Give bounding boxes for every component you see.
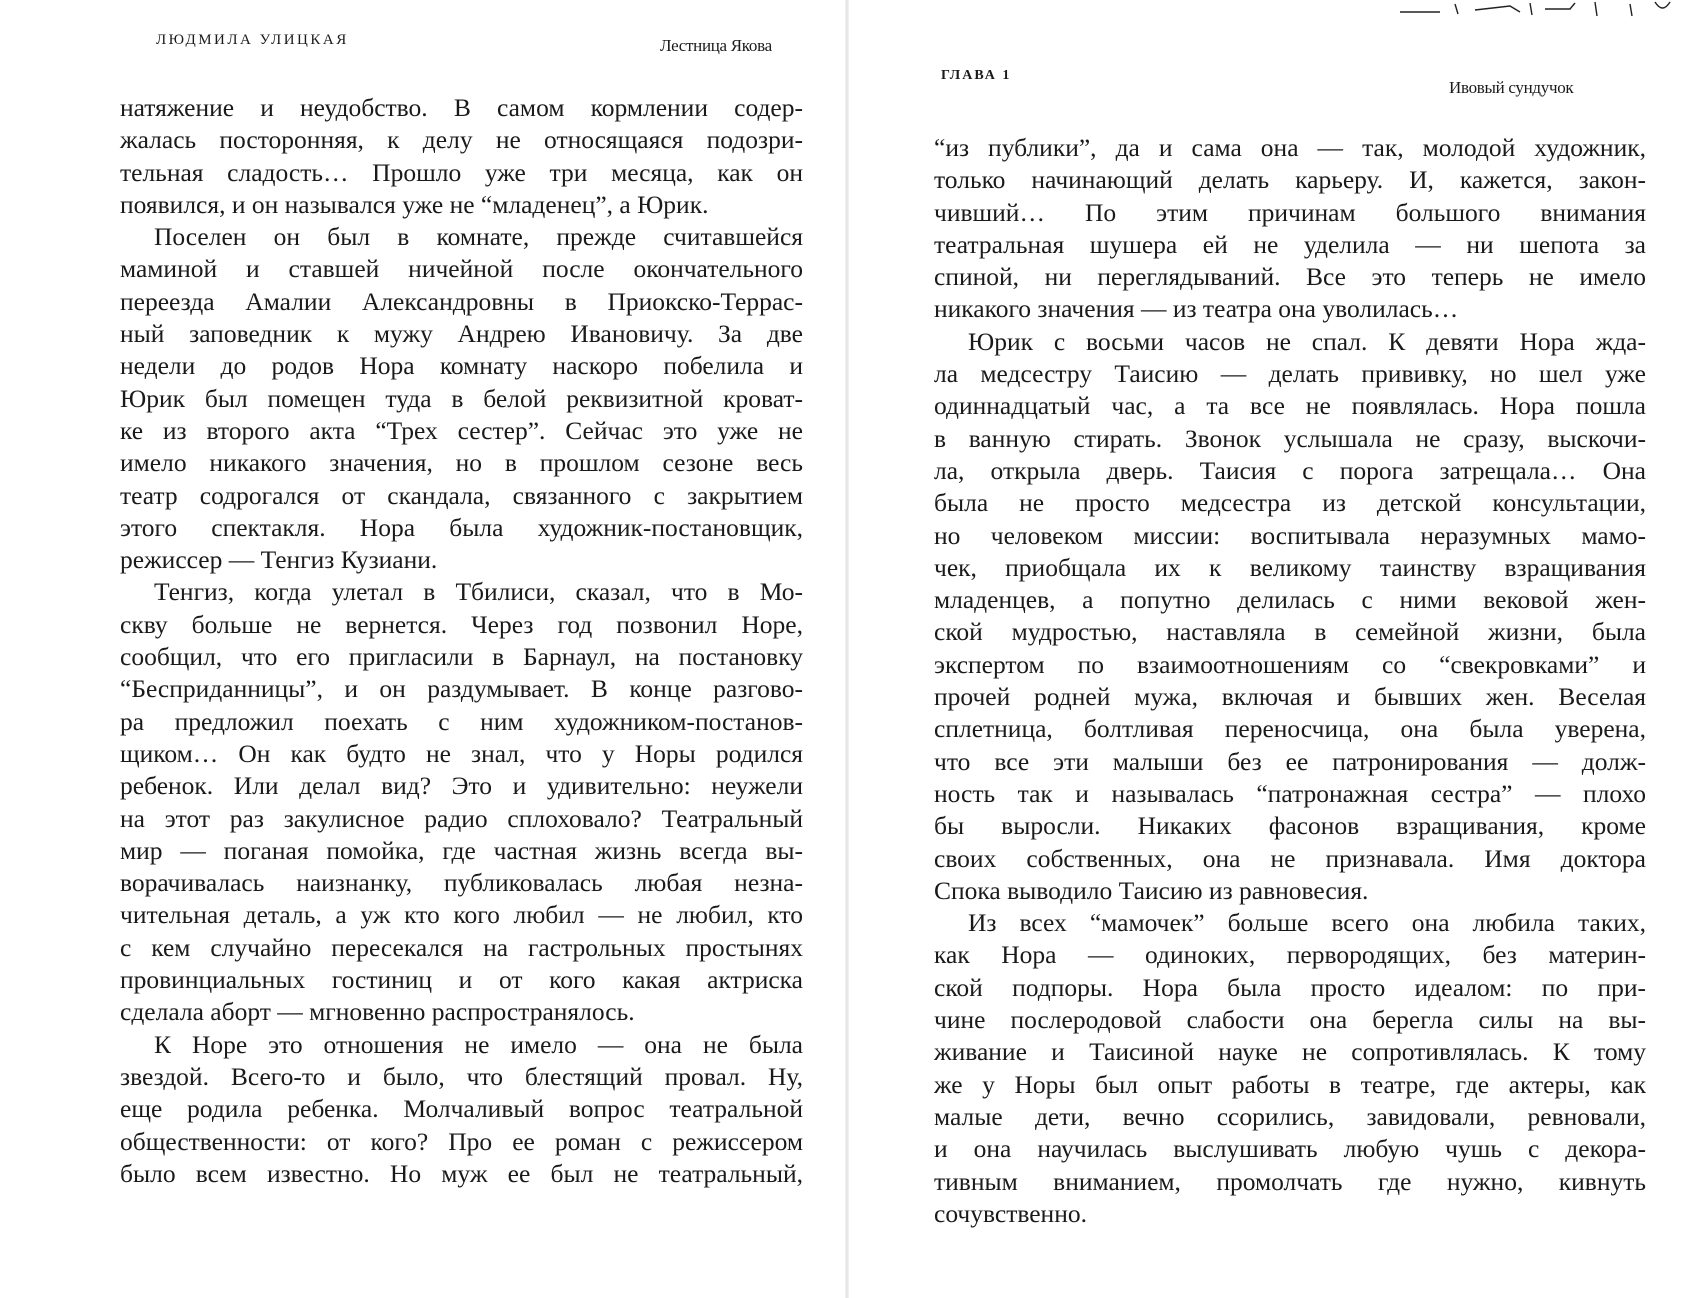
text-line: же у Норы был опыт работы в театре, где актеры, как [934, 1069, 1646, 1099]
text-line: ке из второго акта “Трех сестер”. Сейчас это уже не [120, 415, 803, 445]
text-line: тельная сладость… Прошло уже три месяца, как он [120, 157, 803, 187]
running-head-chapter: ГЛАВА 1 [941, 68, 1012, 83]
text-line: появился, и он назывался уже не “младенец”, а Юрик. [120, 189, 709, 219]
text-line: Юрик был помещен туда в белой реквизитной кроват- [120, 383, 803, 413]
text-line: в ванную стирать. Звонок услышала не сразу, выскочи- [934, 423, 1646, 453]
text-line: и она научилась выслушивать любую чушь с декора- [934, 1134, 1646, 1164]
text-line: Поселен он был в комнате, прежде считавшейся [154, 222, 803, 252]
text-line: этого спектакля. Нора была художник-постановщик, [120, 512, 803, 542]
running-head-section-title: Ивовый сундучок [1449, 78, 1574, 97]
text-line: чек, приобщала их к великому таинству взращивания [934, 552, 1646, 582]
right-page [849, 0, 1694, 1298]
text-line: никакого значения — из театра она уволилась… [934, 294, 1459, 324]
text-line: прочей родней мужа, включая и бывших жен. Веселая [934, 682, 1646, 712]
text-line: звездой. Всего-то и было, что блестящий провал. Ну, [120, 1061, 803, 1091]
text-line: маминой и ставшей ничейной после окончательного [120, 254, 803, 284]
text-line: “Бесприданницы”, и он раздумывает. В конце разгово- [120, 674, 803, 704]
text-line: чительная деталь, а уж кто кого любил — не любил, кто [120, 900, 803, 930]
text-line: что все эти малыши без ее патронирования — долж- [934, 746, 1646, 776]
text-line: чине послеродовой слабости она берегла силы на вы- [934, 1005, 1646, 1035]
text-line: сочувственно. [934, 1198, 1087, 1228]
text-line: как Нора — одиноких, первородящих, без материн- [934, 940, 1646, 970]
left-page-body-text [120, 92, 803, 1190]
text-line: ный заповедник к мужу Андрею Ивановичу. За две [120, 319, 803, 349]
text-line: сообщил, что его пригласили в Барнаул, на постановку [120, 642, 803, 672]
running-head-book-title: Лестница Якова [660, 36, 772, 55]
text-line: живание и Таисиной науке не сопротивлялась. К тому [934, 1037, 1646, 1067]
text-line: переезда Амалии Александровны в Приокско-Террас- [120, 286, 803, 316]
text-line: общественности: от кого? Про ее роман с режиссером [120, 1126, 803, 1156]
text-line: тивным вниманием, промолчать где нужно, кивнуть [934, 1166, 1646, 1196]
text-line: малые дети, вечно ссорились, завидовали, ревновали, [934, 1101, 1646, 1131]
text-line: щиком… Он как будто не знал, что у Норы родился [120, 738, 803, 768]
right-page-body-text [934, 132, 1646, 1230]
text-line: но человеком миссии: воспитывала неразумных мамо- [934, 520, 1646, 550]
text-line: ской мудростью, наставляла в семейной жизни, была [934, 617, 1646, 647]
text-line: одиннадцатый час, а та все не появлялась. Нора пошла [934, 391, 1646, 421]
text-line: имело никакого значения, но в прошлом сезоне весь [120, 448, 803, 478]
text-line: ворачивалась наизнанку, публиковалась любая незна- [120, 868, 803, 898]
text-line: чивший… По этим причинам большого внимания [934, 197, 1646, 227]
text-line: натяжение и неудобство. В самом кормлении содер- [120, 93, 803, 122]
running-head-author: ЛЮДМИЛА УЛИЦКАЯ [156, 32, 349, 48]
text-line: младенцев, а попутно делилась с ними вековой жен- [934, 585, 1646, 615]
text-line: сделала аборт — мгновенно распространялось. [120, 997, 635, 1027]
text-line: своих собственных, она не признавала. Имя доктора [934, 843, 1646, 873]
text-line: экспертом по взаимоотношениям со “свекровками” и [934, 649, 1646, 679]
text-line: спиной, ни переглядываний. Все это теперь не имело [934, 262, 1646, 292]
text-line: только начинающий делать карьеру. И, кажется, закон- [934, 165, 1646, 195]
text-line: провинциальных гостиниц и от кого какая актриска [120, 965, 803, 995]
text-line: еще родила ребенка. Молчаливый вопрос театральной [120, 1094, 803, 1124]
text-line: сплетница, болтливая переносчица, она была уверена, [934, 714, 1646, 744]
text-line: было всем известно. Но муж ее был не театральный, [120, 1158, 803, 1188]
left-page [0, 0, 845, 1298]
text-line: жалась посторонняя, к делу не относящаяся подозри- [120, 125, 803, 155]
text-line: бы выросли. Никаких фасонов взращивания, кроме [934, 811, 1646, 841]
text-line: Тенгиз, когда улетал в Тбилиси, сказал, что в Мо- [154, 577, 803, 607]
text-line: скву больше не вернется. Через год позвонил Норе, [120, 609, 803, 639]
text-line: ра предложил поехать с ним художником-постанов- [120, 706, 803, 736]
text-line: на этот раз закулисное радио сплоховало? Театральный [120, 803, 803, 833]
text-line: Спока выводило Таисию из равновесия. [934, 875, 1369, 905]
text-line: мир — поганая помойка, где частная жизнь всегда вы- [120, 835, 803, 865]
text-line: с кем случайно пересекался на гастрольных простынях [120, 932, 803, 962]
text-line: ской подпоры. Нора была просто идеалом: по при- [934, 972, 1646, 1002]
text-line: ность так и называлась “патронажная сестра” — плохо [934, 778, 1646, 808]
text-line: Из всех “мамочек” больше всего она любила таких, [968, 908, 1646, 938]
text-line: недели до родов Нора комнату наскоро побелила и [120, 351, 803, 381]
text-line: режиссер — Тенгиз Кузиани. [120, 545, 438, 575]
text-line: ла медсестру Таисию — делать прививку, но шел уже [934, 359, 1646, 389]
text-line: “из публики”, да и сама она — так, молодой художник, [934, 133, 1646, 162]
text-line: ла, открыла дверь. Таисия с порога затрещала… Она [934, 455, 1646, 485]
text-line: ребенок. Или делал вид? Это и удивительно: неужели [120, 771, 803, 801]
text-line: театральная шушера ей не уделила — ни шепота за [934, 229, 1646, 259]
text-line: Юрик с восьми часов не спал. К девяти Нора жда- [968, 326, 1646, 356]
text-line: была не просто медсестра из детской консультации, [934, 488, 1646, 518]
text-line: К Норе это отношения не имело — она не была [154, 1029, 803, 1059]
text-line: театр содрогался от скандала, связанного с закрытием [120, 480, 803, 510]
